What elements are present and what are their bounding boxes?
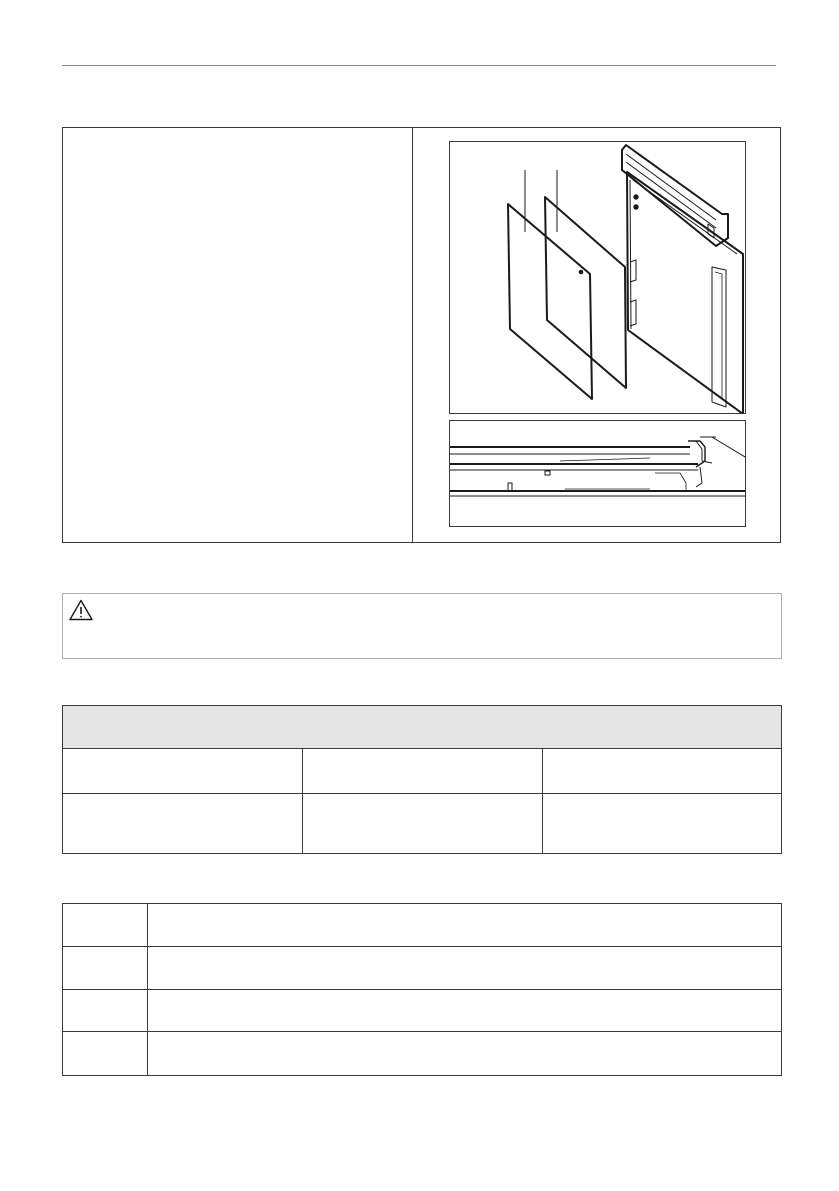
header-rule (62, 65, 776, 66)
column-divider (147, 904, 148, 1075)
column-divider (302, 749, 303, 853)
door-cross-section-illustration (449, 420, 746, 527)
glass-panels-table (62, 705, 782, 854)
table-row (63, 1032, 781, 1075)
figure-text-panel (63, 128, 413, 542)
table-row (63, 749, 781, 794)
warning-triangle-icon (69, 599, 93, 621)
steps-table (62, 903, 782, 1076)
table-row (63, 990, 781, 1032)
door-exploded-drawing (450, 142, 745, 413)
warning-box (62, 593, 782, 659)
table-row (63, 904, 781, 947)
table-header (63, 706, 781, 749)
table-row (63, 947, 781, 990)
column-divider (542, 749, 543, 853)
figure-box (62, 127, 781, 543)
table-row (63, 794, 781, 853)
door-glass-exploded-illustration (449, 141, 746, 414)
door-section-drawing (450, 421, 745, 526)
